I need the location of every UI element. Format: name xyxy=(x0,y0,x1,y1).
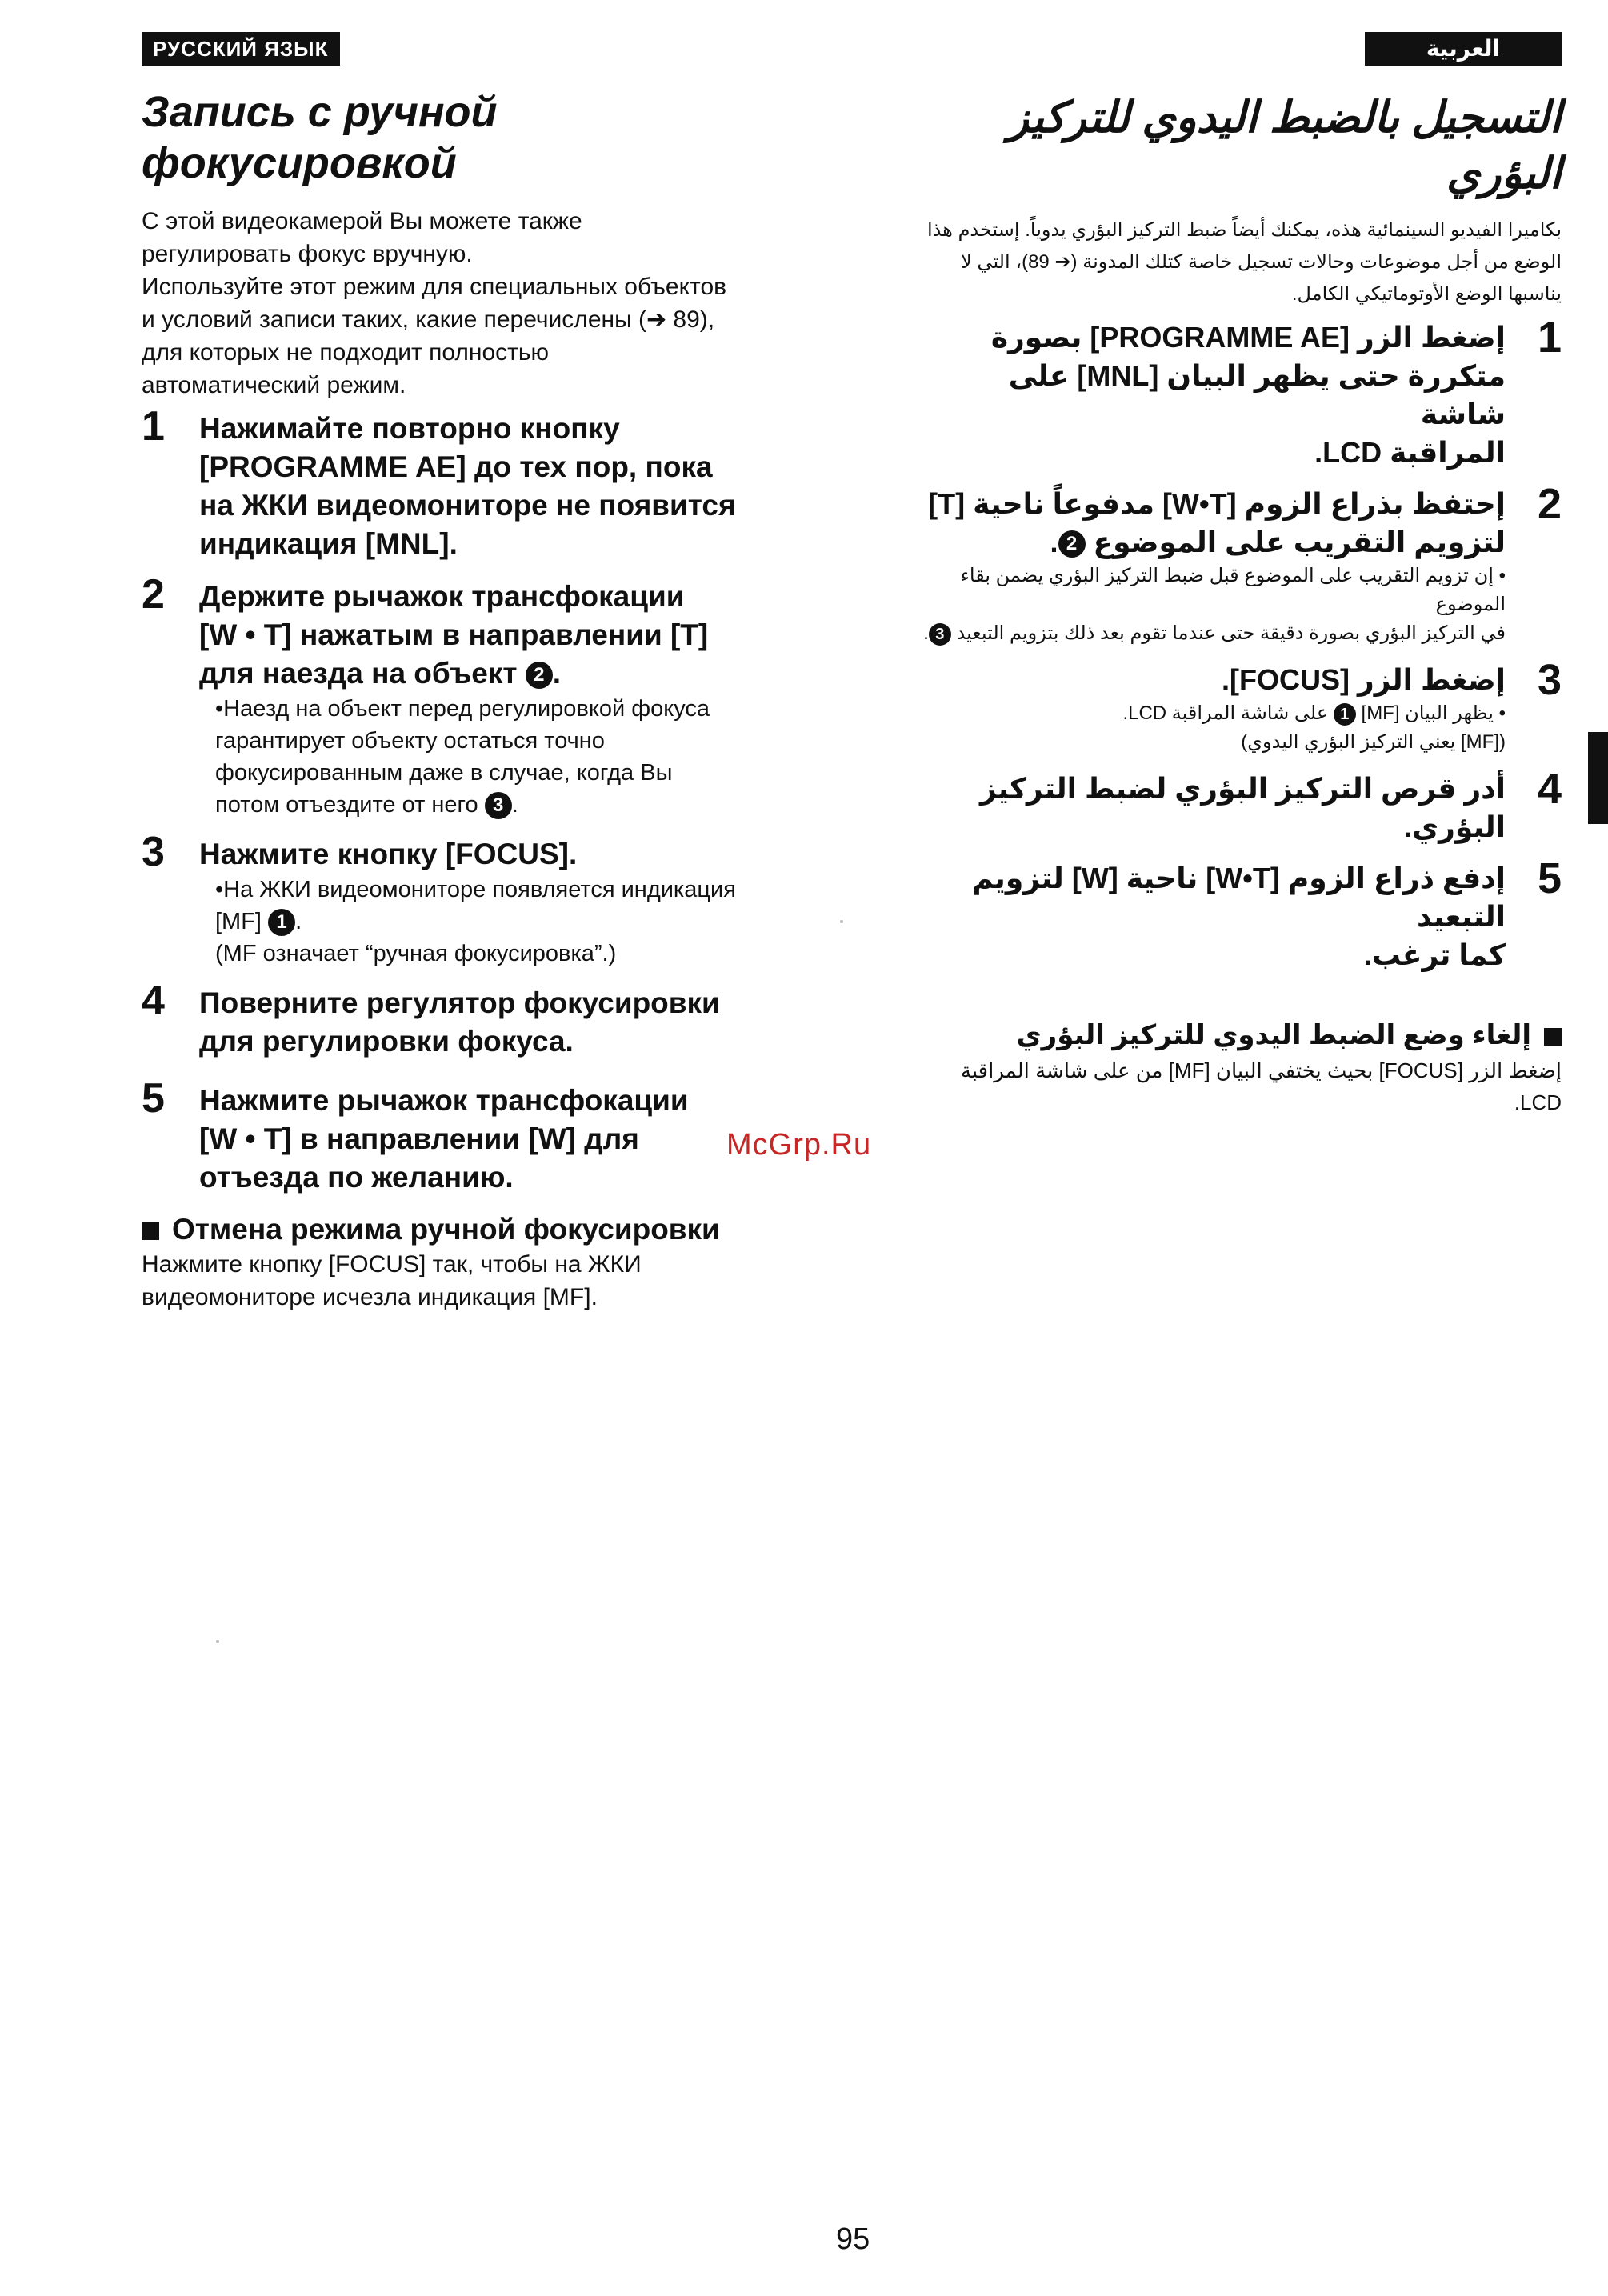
section-tab-marker xyxy=(1588,732,1608,824)
note-line: •На ЖКИ видеомониторе появляется индикация xyxy=(215,877,736,902)
note-line: фокусированным даже в случае, когда Вы xyxy=(215,760,673,786)
page-number: 95 xyxy=(836,2222,870,2256)
callout-marker-icon: 1 xyxy=(268,909,295,936)
step-3 xyxy=(922,656,1562,757)
cancel-heading-text: إلغاء وضع الضبط اليدوي للتركيز البؤري xyxy=(1016,1020,1531,1050)
title-line: البؤري xyxy=(1446,150,1562,198)
title-line: фокусировкой xyxy=(142,139,457,187)
callout-marker-icon: 3 xyxy=(485,792,512,819)
steps-list-russian xyxy=(142,403,810,1314)
intro-line: يناسبها الوضع الأوتوماتيكي الكامل. xyxy=(1291,283,1562,305)
step-text-line: أدر قرص التركيز البؤري لضبط التركيز البؤري. xyxy=(980,772,1506,843)
step-text-line: Поверните регулятор фокусировки xyxy=(199,986,720,1019)
page-title-russian xyxy=(142,86,810,189)
callout-marker-icon: 1 xyxy=(1334,703,1356,726)
title-line: التسجيل بالضبط اليدوي للتركيز xyxy=(1008,94,1562,142)
note-line: على شاشة المراقبة LCD. xyxy=(1122,702,1329,724)
step-text-line: индикация [MNL]. xyxy=(199,527,458,560)
step-text-line: [PROGRAMME AE] до тех пор, пока xyxy=(199,450,713,483)
step-note: • إن تزويم التقريب على الموضوع قبل ضبط التركيز البؤري يضمن بقاء الموضوع في التركيز البؤري بصورة دقيقة حتى عندما تقوم بعد ذلك بتزويم التبعيد 3. xyxy=(922,562,1506,648)
note-line: •Наезд на объект перед регулировкой фокуса xyxy=(215,696,710,722)
callout-marker-icon: 3 xyxy=(929,623,951,646)
step-number: 5 xyxy=(1537,854,1562,902)
step-4 xyxy=(142,978,810,1061)
intro-line: регулировать фокус вручную. xyxy=(142,241,473,267)
step-number: 3 xyxy=(142,829,165,875)
step-5 xyxy=(922,854,1562,974)
step-text-line: Держите рычажок трансфокации xyxy=(199,580,685,613)
intro-line: الوضع من أجل موضوعات وحالات تسجيل خاصة كتلك المدونة (➔ 89)، التي لا xyxy=(961,251,1562,273)
cancel-text-russian xyxy=(142,1248,810,1314)
cancel-heading-russian xyxy=(142,1211,810,1248)
step-text-line: لتزويم التقريب على الموضوع xyxy=(1093,526,1506,558)
step-text-line: إضغط الزر [FOCUS]. xyxy=(1222,663,1506,696)
step-text-line: на ЖКИ видеомониторе не появится xyxy=(199,489,736,522)
cancel-heading-text: Отмена режима ручной фокусировки xyxy=(172,1213,720,1246)
page-title-arabic xyxy=(922,90,1562,202)
language-tab-russian: РУССКИЙ ЯЗЫК xyxy=(142,32,340,66)
step-text-line: Нажмите кнопку [FOCUS]. xyxy=(199,838,578,870)
step-text-line: إحتفظ بذراع الزوم [W•T] مدفوعاً ناحية [T] xyxy=(928,487,1506,520)
title-line: Запись с ручной xyxy=(142,88,498,136)
note-line: • يظهر البيان [MF] xyxy=(1361,702,1506,724)
intro-paragraph-russian xyxy=(142,205,810,402)
callout-marker-icon: 2 xyxy=(526,662,553,689)
step-text-line: المراقبة LCD. xyxy=(1314,436,1506,469)
step-3 xyxy=(142,829,810,970)
step-note: •Наезд на объект перед регулировкой фокуса гарантирует объекту остаться точно фокусированным даже в случае, когда Вы потом отъездите от него 3 . xyxy=(199,693,810,821)
step-1 xyxy=(922,314,1562,472)
step-text-line: для наезда на объект xyxy=(199,657,518,690)
cancel-text-line: видеомониторе исчезла индикация [MF]. xyxy=(142,1284,598,1310)
note-line: • إن تزويم التقريب على الموضوع قبل ضبط التركيز البؤري يضمن بقاء الموضوع xyxy=(960,565,1506,615)
watermark: McGrp.Ru xyxy=(726,1128,872,1162)
step-text-line: Нажимайте повторно кнопку xyxy=(199,412,620,445)
step-4 xyxy=(922,765,1562,846)
intro-line: С этой видеокамерой Вы можете также xyxy=(142,208,582,234)
step-5 xyxy=(142,1075,810,1197)
step-text-line: [W • T] нажатым в направлении [T] xyxy=(199,618,709,651)
step-number: 4 xyxy=(142,978,165,1024)
intro-paragraph-arabic xyxy=(922,214,1562,310)
step-text-line: إدفع ذراع الزوم [W•T] ناحية [W] لتزويم التبعيد xyxy=(972,862,1506,933)
step-note xyxy=(922,699,1506,757)
intro-line: بكاميرا الفيديو السينمائية هذه، يمكنك أيضاً ضبط التركيز البؤري يدوياً. إستخدم هذا xyxy=(926,219,1562,241)
note-line: (MF означает “ручная фокусировка”.) xyxy=(215,941,617,966)
step-1 xyxy=(142,403,810,563)
cancel-text-arabic: إضغط الزر [FOCUS] بحيث يختفي البيان [MF] من على شاشة المراقبة LCD. xyxy=(960,1058,1562,1114)
step-note: •На ЖКИ видеомониторе появляется индикация [MF] 1 . (MF означает “ручная фокусировка”.) xyxy=(199,874,810,970)
step-number: 2 xyxy=(142,571,165,618)
step-2: 2 إحتفظ بذراع الزوم [W•T] مدفوعاً ناحية [T] لتزويم التقريب على الموضوع 2. • إن تزويم التقريب على الموضوع قبل ضبط التركيز البؤري يضمن بقاء الموضوع في التركيز البؤري بصورة دقيقة حتى عندما تقوم بعد ذلك بتزويم التبعيد 3. xyxy=(922,485,1562,648)
step-number: 3 xyxy=(1537,656,1562,704)
intro-line: для которых не подходит полностью xyxy=(142,339,550,366)
step-number: 2 xyxy=(1537,480,1562,528)
step-text-line: متكررة حتى يظهر البيان [MNL] على شاشة xyxy=(1008,359,1506,430)
language-tab-arabic: العربية xyxy=(1365,32,1562,66)
steps-list-arabic xyxy=(922,314,1562,1118)
step-number: 5 xyxy=(142,1075,165,1122)
step-number: 4 xyxy=(1537,765,1562,813)
step-2: 2 Держите рычажок трансфокации [W • T] нажатым в направлении [T] для наезда на объект 2 . •Наезд на объект перед регулировкой фокуса гарантирует объекту остаться точно фокусированным даже в случае, когда Вы потом отъездите от него 3 . xyxy=(142,578,810,821)
note-line: ([MF] يعني التركيز البؤري اليدوي) xyxy=(1241,731,1506,753)
step-number: 1 xyxy=(142,403,165,450)
note-line: потом отъездите от него xyxy=(215,792,478,818)
scan-dot xyxy=(840,920,843,923)
step-text-line: для регулировки фокуса. xyxy=(199,1025,574,1058)
callout-marker-icon: 2 xyxy=(1058,530,1086,558)
square-bullet-icon xyxy=(142,1222,159,1240)
cancel-heading-arabic xyxy=(922,1016,1562,1054)
intro-line: и условий записи таких, какие перечислены (➔ 89), xyxy=(142,306,715,333)
intro-line: автоматический режим. xyxy=(142,372,406,398)
step-text-line: إضغط الزر [PROGRAMME AE] بصورة xyxy=(990,321,1506,354)
note-line: في التركيز البؤري بصورة دقيقة حتى عندما تقوم بعد ذلك بتزويم التبعيد xyxy=(956,622,1506,644)
square-bullet-icon xyxy=(1544,1028,1562,1046)
cancel-text-line: Нажмите кнопку [FOCUS] так, чтобы на ЖКИ xyxy=(142,1251,642,1278)
step-text-line: отъезда по желанию. xyxy=(199,1161,514,1194)
scan-dot xyxy=(216,1640,219,1643)
note-line: [MF] xyxy=(215,909,262,934)
step-text-line: كما ترغب. xyxy=(1363,938,1506,971)
step-text-line: [W • T] в направлении [W] для xyxy=(199,1122,639,1155)
step-number: 1 xyxy=(1537,314,1562,362)
note-line: гарантирует объекту остаться точно xyxy=(215,728,605,754)
intro-line: Используйте этот режим для специальных объектов xyxy=(142,274,727,300)
step-text-line: Нажмите рычажок трансфокации xyxy=(199,1084,689,1117)
